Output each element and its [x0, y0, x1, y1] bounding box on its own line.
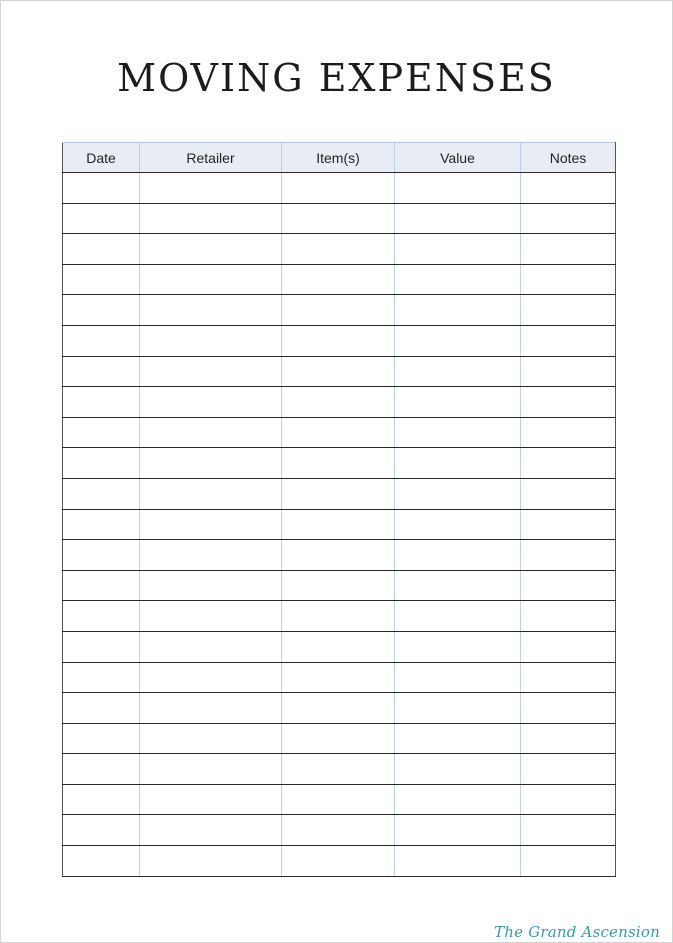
- table-row: [63, 570, 616, 601]
- table-cell[interactable]: [140, 478, 282, 509]
- table-cell[interactable]: [63, 784, 140, 815]
- table-cell[interactable]: [521, 631, 616, 662]
- table-row: [63, 295, 616, 326]
- table-cell[interactable]: [282, 387, 395, 418]
- table-cell[interactable]: [63, 325, 140, 356]
- table-cell[interactable]: [521, 203, 616, 234]
- table-cell[interactable]: [282, 662, 395, 693]
- table-cell[interactable]: [140, 693, 282, 724]
- table-cell[interactable]: [282, 417, 395, 448]
- table-row: [63, 509, 616, 540]
- table-cell[interactable]: [395, 754, 521, 785]
- expenses-table: [62, 142, 616, 877]
- column-header-value: Value: [395, 143, 521, 173]
- table-cell[interactable]: [395, 234, 521, 265]
- column-header-notes: Notes: [521, 143, 616, 173]
- table-row: [63, 723, 616, 754]
- table-cell[interactable]: [282, 540, 395, 571]
- table-cell[interactable]: [282, 601, 395, 632]
- table-cell[interactable]: [282, 815, 395, 846]
- table-cell[interactable]: [140, 356, 282, 387]
- table-cell[interactable]: [63, 448, 140, 479]
- table-cell[interactable]: [63, 387, 140, 418]
- table-cell[interactable]: [521, 754, 616, 785]
- table-row: [63, 631, 616, 662]
- table-cell[interactable]: [63, 631, 140, 662]
- table-cell[interactable]: [395, 173, 521, 204]
- table-cell[interactable]: [63, 540, 140, 571]
- table-cell[interactable]: [282, 570, 395, 601]
- table-cell[interactable]: [140, 723, 282, 754]
- table-row: [63, 417, 616, 448]
- table-cell[interactable]: [282, 325, 395, 356]
- table-cell[interactable]: [521, 478, 616, 509]
- table-row: [63, 540, 616, 571]
- table-cell[interactable]: [395, 509, 521, 540]
- table-cell[interactable]: [282, 509, 395, 540]
- table-cell[interactable]: [63, 815, 140, 846]
- table-cell[interactable]: [521, 387, 616, 418]
- table-cell[interactable]: [395, 570, 521, 601]
- table-cell[interactable]: [63, 601, 140, 632]
- table-cell[interactable]: [521, 325, 616, 356]
- table-row: [63, 478, 616, 509]
- table-cell[interactable]: [395, 540, 521, 571]
- page-title: MOVING EXPENSES: [117, 56, 556, 100]
- table-cell[interactable]: [282, 203, 395, 234]
- table-row: [63, 203, 616, 234]
- table-cell[interactable]: [521, 173, 616, 204]
- table-cell[interactable]: [395, 693, 521, 724]
- table-cell[interactable]: [395, 203, 521, 234]
- table-cell[interactable]: [282, 846, 395, 877]
- table-cell[interactable]: [140, 815, 282, 846]
- table-cell[interactable]: [282, 448, 395, 479]
- header-row: [63, 143, 616, 173]
- table-cell[interactable]: [395, 723, 521, 754]
- table-cell[interactable]: [521, 693, 616, 724]
- column-header-retailer: Retailer: [140, 143, 282, 173]
- table-row: [63, 754, 616, 785]
- table-cell[interactable]: [521, 417, 616, 448]
- table-cell[interactable]: [63, 234, 140, 265]
- table-cell[interactable]: [395, 356, 521, 387]
- table-body: [63, 173, 616, 877]
- table-cell[interactable]: [140, 264, 282, 295]
- table-cell[interactable]: [63, 478, 140, 509]
- table-cell[interactable]: [140, 173, 282, 204]
- table-cell[interactable]: [140, 387, 282, 418]
- column-header-items: Item(s): [282, 143, 395, 173]
- table-cell[interactable]: [140, 295, 282, 326]
- table-cell[interactable]: [63, 264, 140, 295]
- table-cell[interactable]: [282, 754, 395, 785]
- table-cell[interactable]: [521, 815, 616, 846]
- table-cell[interactable]: [395, 662, 521, 693]
- table-row: [63, 448, 616, 479]
- table-cell[interactable]: [140, 784, 282, 815]
- table-cell[interactable]: [282, 631, 395, 662]
- table-cell[interactable]: [140, 570, 282, 601]
- table-cell[interactable]: [395, 417, 521, 448]
- table-cell[interactable]: [521, 784, 616, 815]
- table-cell[interactable]: [140, 754, 282, 785]
- table-row: [63, 356, 616, 387]
- table-cell[interactable]: [282, 693, 395, 724]
- table-cell[interactable]: [395, 264, 521, 295]
- table-cell[interactable]: [521, 509, 616, 540]
- table-row: [63, 173, 616, 204]
- table-cell[interactable]: [282, 478, 395, 509]
- table-cell[interactable]: [282, 173, 395, 204]
- table-cell[interactable]: [282, 356, 395, 387]
- table-cell[interactable]: [521, 356, 616, 387]
- table-cell[interactable]: [140, 203, 282, 234]
- table-cell[interactable]: [521, 540, 616, 571]
- table-row: [63, 784, 616, 815]
- table-cell[interactable]: [395, 601, 521, 632]
- table-cell[interactable]: [395, 295, 521, 326]
- table-cell[interactable]: [395, 325, 521, 356]
- table-row: [63, 662, 616, 693]
- table-row: [63, 264, 616, 295]
- table-cell[interactable]: [63, 570, 140, 601]
- table-cell[interactable]: [140, 846, 282, 877]
- table-cell[interactable]: [63, 295, 140, 326]
- table-cell[interactable]: [63, 662, 140, 693]
- table-cell[interactable]: [282, 264, 395, 295]
- table-cell[interactable]: [63, 356, 140, 387]
- table-cell[interactable]: [395, 815, 521, 846]
- table-cell[interactable]: [140, 601, 282, 632]
- table-cell[interactable]: [63, 203, 140, 234]
- table-cell[interactable]: [140, 631, 282, 662]
- table-cell[interactable]: [63, 509, 140, 540]
- table-cell[interactable]: [395, 448, 521, 479]
- table-row: [63, 693, 616, 724]
- table-cell[interactable]: [395, 784, 521, 815]
- table-cell[interactable]: [521, 295, 616, 326]
- table-cell[interactable]: [63, 693, 140, 724]
- table-cell[interactable]: [521, 264, 616, 295]
- table-cell[interactable]: [63, 723, 140, 754]
- table-cell[interactable]: [140, 448, 282, 479]
- table-cell[interactable]: [521, 846, 616, 877]
- table-cell[interactable]: [140, 325, 282, 356]
- column-header-date: Date: [63, 143, 140, 173]
- table-cell[interactable]: [521, 570, 616, 601]
- table-cell[interactable]: [395, 631, 521, 662]
- table-row: [63, 846, 616, 877]
- table-cell[interactable]: [140, 417, 282, 448]
- table-cell[interactable]: [521, 448, 616, 479]
- table-cell[interactable]: [140, 234, 282, 265]
- table-cell[interactable]: [521, 662, 616, 693]
- table-cell[interactable]: [282, 723, 395, 754]
- table-row: [63, 325, 616, 356]
- table-cell[interactable]: [521, 601, 616, 632]
- table-cell[interactable]: [395, 387, 521, 418]
- brand-logo: The Grand Ascension: [494, 923, 660, 941]
- table-cell[interactable]: [282, 234, 395, 265]
- table-cell[interactable]: [282, 295, 395, 326]
- table-cell[interactable]: [395, 846, 521, 877]
- table-cell[interactable]: [395, 478, 521, 509]
- table-cell[interactable]: [63, 173, 140, 204]
- table-cell[interactable]: [63, 846, 140, 877]
- table-cell[interactable]: [282, 784, 395, 815]
- table-cell[interactable]: [521, 723, 616, 754]
- table-cell[interactable]: [140, 662, 282, 693]
- table-cell[interactable]: [140, 509, 282, 540]
- table-cell[interactable]: [63, 754, 140, 785]
- table-cell[interactable]: [63, 417, 140, 448]
- table-cell[interactable]: [140, 540, 282, 571]
- table-row: [63, 387, 616, 418]
- table-row: [63, 234, 616, 265]
- table-cell[interactable]: [521, 234, 616, 265]
- table-row: [63, 815, 616, 846]
- table-row: [63, 601, 616, 632]
